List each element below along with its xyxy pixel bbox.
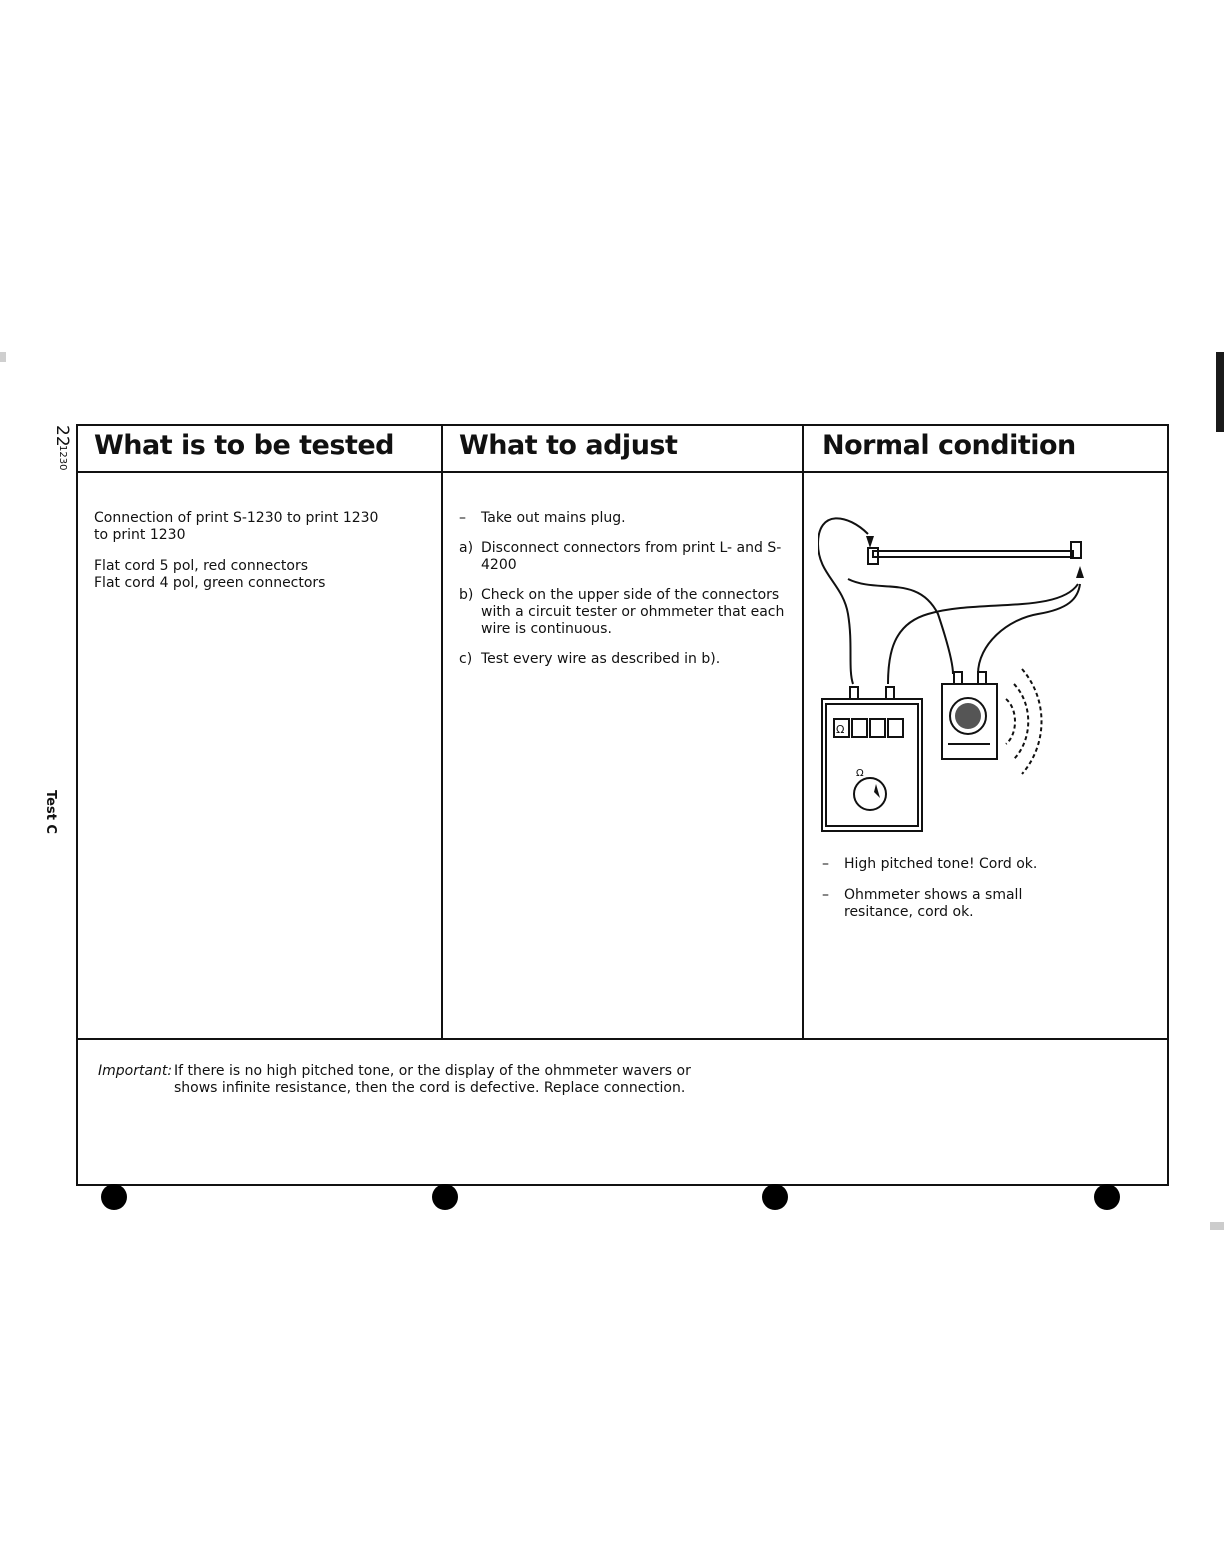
wire bbox=[978, 584, 1080, 674]
ohmmeter-terminal bbox=[886, 687, 894, 699]
result-marker: – bbox=[822, 856, 829, 872]
tested-cell bbox=[94, 510, 424, 606]
adjust-step bbox=[459, 540, 789, 574]
tested-cords bbox=[94, 558, 424, 592]
important-note bbox=[98, 1063, 1138, 1097]
step-marker: – bbox=[459, 510, 466, 526]
important-line: shows infinite resistance, then the cord is defective. Replace connection. bbox=[174, 1080, 686, 1096]
step-text: Disconnect connectors from print L- and S-4200 bbox=[481, 540, 782, 573]
step-text: Take out mains plug. bbox=[481, 510, 626, 526]
step-marker: a) bbox=[459, 540, 474, 556]
tested-line: Connection of print S-1230 to print 1230 bbox=[94, 510, 379, 526]
flat-cord bbox=[873, 551, 1073, 557]
important-text bbox=[174, 1063, 691, 1097]
tested-line: Flat cord 4 pol, green connectors bbox=[94, 575, 326, 591]
ohmmeter-digit bbox=[888, 719, 903, 737]
wire bbox=[888, 584, 1078, 684]
scan-edge-shadow bbox=[0, 352, 6, 362]
header-divider bbox=[78, 471, 1167, 473]
important-line: If there is no high pitched tone, or the display of the ohmmeter wavers or bbox=[174, 1063, 691, 1079]
tested-line: Flat cord 5 pol, red connectors bbox=[94, 558, 308, 574]
column-title-tested: What is to be tested bbox=[94, 430, 394, 461]
binder-hole bbox=[762, 1184, 788, 1210]
ohm-symbol-icon: Ω bbox=[836, 723, 845, 736]
scan-edge-shadow bbox=[1216, 352, 1224, 432]
ohm-symbol-icon: Ω bbox=[856, 768, 864, 779]
column-divider bbox=[802, 426, 804, 1039]
page-number: 22 bbox=[52, 425, 72, 447]
binder-hole bbox=[432, 1184, 458, 1210]
adjust-step bbox=[459, 510, 789, 527]
sound-wave bbox=[1014, 684, 1028, 759]
normal-result bbox=[822, 856, 1142, 873]
ohmmeter-digit bbox=[870, 719, 885, 737]
adjust-step bbox=[459, 651, 789, 668]
speaker-grille-icon bbox=[955, 703, 981, 729]
ohmmeter-digit bbox=[852, 719, 867, 737]
wire bbox=[848, 579, 953, 674]
scan-edge-shadow bbox=[1210, 1222, 1224, 1230]
tester-terminal bbox=[978, 672, 986, 684]
result-text: Ohmmeter shows a small resitance, cord ok. bbox=[844, 887, 1023, 920]
step-text: Check on the upper side of the connectors with a circuit tester or ohmmeter that each wire is continuous. bbox=[481, 587, 785, 637]
result-text: High pitched tone! Cord ok. bbox=[844, 856, 1038, 872]
column-divider bbox=[441, 426, 443, 1039]
model-number: 1230 bbox=[57, 445, 68, 471]
side-page-marker bbox=[30, 425, 72, 475]
adjust-cell bbox=[459, 510, 789, 681]
step-text: Test every wire as described in b). bbox=[481, 651, 721, 667]
column-title-normal: Normal condition bbox=[822, 430, 1076, 461]
step-marker: b) bbox=[459, 587, 474, 603]
ohmmeter-dial bbox=[854, 778, 886, 810]
binder-hole bbox=[1094, 1184, 1120, 1210]
normal-cell bbox=[822, 856, 1142, 935]
important-label: Important: bbox=[98, 1063, 173, 1079]
tested-connection bbox=[94, 510, 424, 544]
section-label: Test C bbox=[43, 790, 58, 834]
continuity-test-illustration bbox=[818, 504, 1108, 836]
result-marker: – bbox=[822, 887, 829, 903]
tester-terminal bbox=[954, 672, 962, 684]
normal-result bbox=[822, 887, 1142, 921]
tested-line: to print 1230 bbox=[94, 527, 186, 543]
ohmmeter-terminal bbox=[850, 687, 858, 699]
footer-divider bbox=[78, 1038, 1167, 1040]
test-table bbox=[76, 424, 1169, 1186]
sound-wave bbox=[1006, 699, 1015, 744]
sound-wave bbox=[1022, 669, 1042, 774]
arrow-icon bbox=[866, 536, 874, 548]
adjust-step bbox=[459, 587, 789, 638]
dial-pointer-icon bbox=[874, 784, 880, 798]
step-marker: c) bbox=[459, 651, 473, 667]
column-title-adjust: What to adjust bbox=[459, 430, 678, 461]
binder-hole bbox=[101, 1184, 127, 1210]
wire bbox=[818, 518, 868, 684]
arrow-icon bbox=[1076, 566, 1084, 578]
